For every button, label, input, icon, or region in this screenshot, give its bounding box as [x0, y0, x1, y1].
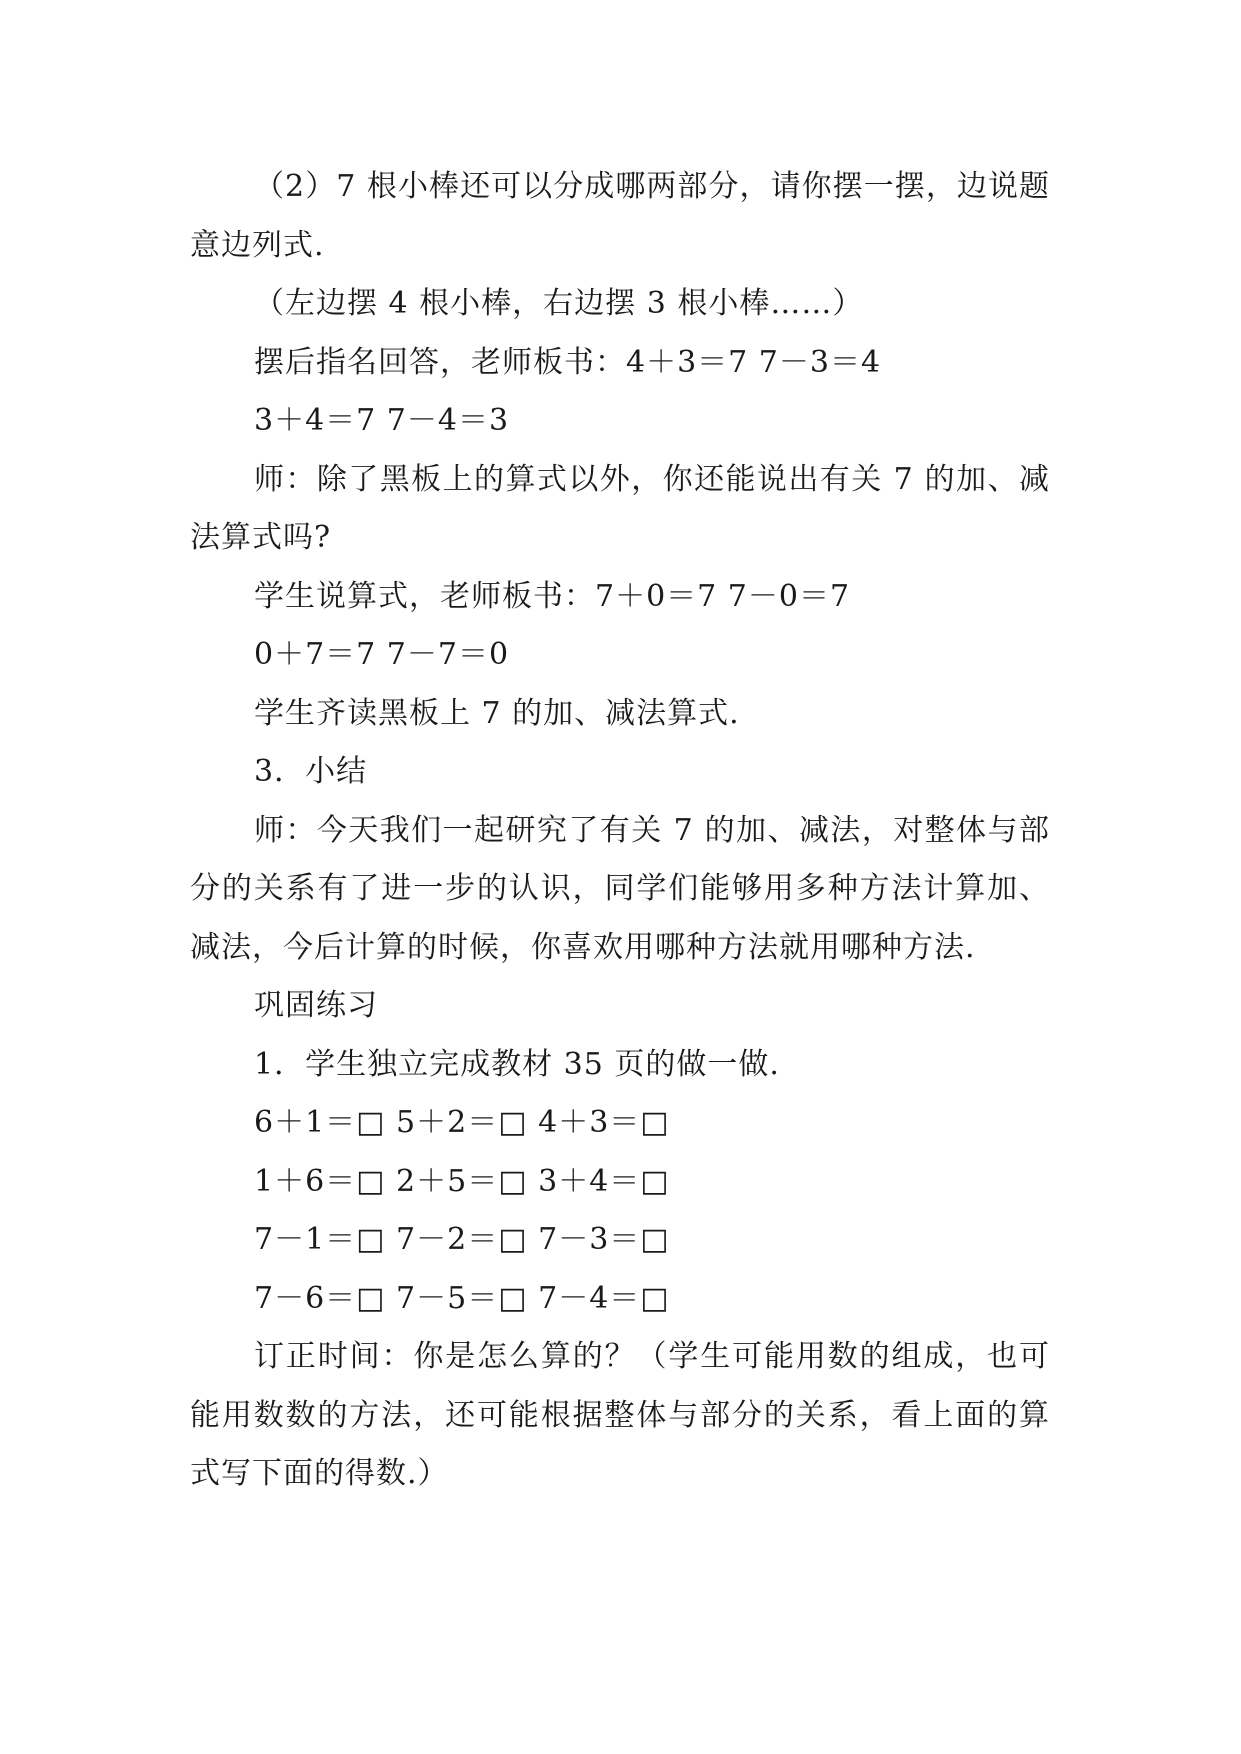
exercise-row-1: 6＋1＝□ 5＋2＝□ 4＋3＝□	[254, 1105, 670, 1140]
paragraph-board-2: 3＋4＝7 7－4＝3	[254, 403, 510, 438]
paragraph-board-3: 学生说算式，老师板书：7＋0＝7 7－0＝7	[254, 578, 851, 614]
section-heading-practice: 巩固练习	[254, 988, 378, 1023]
paragraph-question-2: （2）7 根小棒还可以分成哪两部分，请你摆一摆，边说题意边列式.	[190, 169, 1050, 263]
exercise-row-2: 1＋6＝□ 2＋5＝□ 3＋4＝□	[254, 1163, 670, 1199]
paragraph-correction: 订正时间：你是怎么算的？（学生可能用数的组成，也可能用数数的方法，还可能根据整体与部分的关系，看上面的算式写下面的得数.）	[190, 1339, 1050, 1491]
paragraph-exercise-intro: 1．学生独立完成教材 35 页的做一做.	[254, 1046, 780, 1082]
exercise-row-4: 7－6＝□ 7－5＝□ 7－4＝□	[254, 1280, 670, 1316]
paragraph-summary: 师：今天我们一起研究了有关 7 的加、减法，对整体与部分的关系有了进一步的认识，同学们能够用多种方法计算加、减法，今后计算的时候，你喜欢用哪种方法就用哪种方法.	[190, 812, 1050, 965]
paragraph-board-4: 0＋7＝7 7－7＝0	[254, 637, 510, 672]
exercise-row-3: 7－1＝□ 7－2＝□ 7－3＝□	[254, 1222, 670, 1257]
document-body	[190, 158, 1050, 1504]
paragraph-sticks-hint: （左边摆 4 根小棒，右边摆 3 根小棒……）	[254, 286, 864, 321]
paragraph-read-aloud: 学生齐读黑板上 7 的加、减法算式.	[254, 695, 740, 731]
section-heading-summary: 3．小结	[254, 754, 368, 789]
paragraph-board-1: 摆后指名回答，老师板书：4＋3＝7 7－3＝4	[254, 344, 882, 380]
paragraph-teacher-question: 师：除了黑板上的算式以外，你还能说出有关 7 的加、减法算式吗?	[190, 461, 1050, 555]
